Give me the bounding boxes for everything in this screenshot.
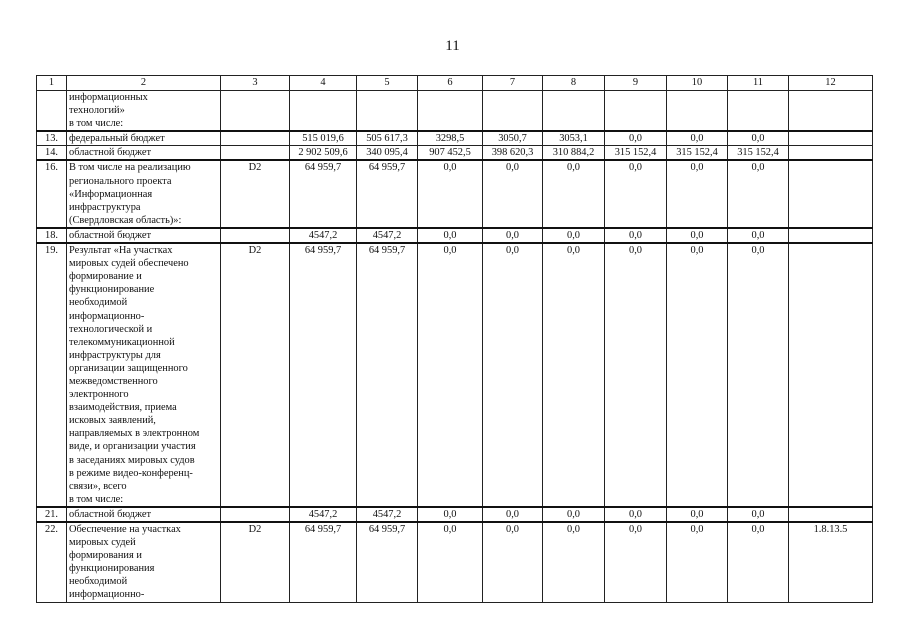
value-col-5 [357,91,418,132]
value-col-4: 64 959,7 [290,522,357,602]
table-row [37,507,873,522]
column-header: 7 [483,76,543,91]
value-col-10 [667,91,728,132]
row-code [221,131,290,146]
column-header: 4 [290,76,357,91]
table-row [37,146,873,161]
table-row [37,91,873,132]
row-description: областной бюджет [67,507,221,522]
value-col-12 [789,160,873,227]
table-row [37,160,873,227]
value-col-6: 907 452,5 [418,146,483,161]
value-col-7: 0,0 [483,228,543,243]
value-col-7: 0,0 [483,522,543,602]
value-col-8: 0,0 [543,522,605,602]
value-col-10: 0,0 [667,131,728,146]
table-row [37,228,873,243]
value-col-8 [543,91,605,132]
value-col-9: 0,0 [605,522,667,602]
value-col-12: 1.8.13.5 [789,522,873,602]
row-number: 13. [37,131,67,146]
value-col-6: 0,0 [418,243,483,507]
value-col-8: 0,0 [543,507,605,522]
row-description: В том числе на реализацию регионального проекта «Информационная инфраструктура (Свердловская область)»: [67,160,221,227]
value-col-6: 0,0 [418,507,483,522]
value-col-5: 4547,2 [357,228,418,243]
value-col-11: 0,0 [728,228,789,243]
value-col-11: 0,0 [728,243,789,507]
value-col-7: 0,0 [483,243,543,507]
column-header: 2 [67,76,221,91]
value-col-6: 0,0 [418,228,483,243]
value-col-10: 0,0 [667,522,728,602]
table-row [37,131,873,146]
row-code: D2 [221,160,290,227]
value-col-6: 0,0 [418,522,483,602]
value-col-8: 0,0 [543,243,605,507]
value-col-7 [483,91,543,132]
table-row [37,243,873,507]
table-header-row [37,76,873,91]
value-col-11: 0,0 [728,507,789,522]
value-col-8: 0,0 [543,228,605,243]
value-col-9: 0,0 [605,131,667,146]
column-header: 8 [543,76,605,91]
value-col-4: 64 959,7 [290,243,357,507]
page-number: 11 [445,38,460,54]
value-col-4: 515 019,6 [290,131,357,146]
value-col-6: 0,0 [418,160,483,227]
row-code [221,507,290,522]
value-col-11 [728,91,789,132]
value-col-12 [789,131,873,146]
value-col-8: 310 884,2 [543,146,605,161]
row-number: 18. [37,228,67,243]
row-description: Результат «На участках мировых судей обеспечено формирование и функционирование необходимой информационно- технологической и телекоммуникационной инфраструктуры для организации защищенного межведомственного электронного взаимодействия, приема исковых заявлений, направляемых в электронном виде, и организации участия в заседаниях мировых судов в режиме видео-конференц- связи», всего в том числе: [67,243,221,507]
value-col-5: 64 959,7 [357,243,418,507]
value-col-6 [418,91,483,132]
value-col-5: 505 617,3 [357,131,418,146]
value-col-4: 4547,2 [290,507,357,522]
value-col-12 [789,243,873,507]
row-description: Обеспечение на участках мировых судей формирования и функционирования необходимой информационно- [67,522,221,602]
value-col-4 [290,91,357,132]
value-col-9: 0,0 [605,243,667,507]
value-col-12 [789,146,873,161]
value-col-5: 4547,2 [357,507,418,522]
budget-table [36,75,873,603]
row-number: 22. [37,522,67,602]
value-col-11: 0,0 [728,131,789,146]
column-header: 11 [728,76,789,91]
value-col-6: 3298,5 [418,131,483,146]
column-header: 9 [605,76,667,91]
value-col-4: 2 902 509,6 [290,146,357,161]
value-col-4: 64 959,7 [290,160,357,227]
row-code [221,228,290,243]
value-col-12 [789,228,873,243]
column-header: 3 [221,76,290,91]
value-col-9: 0,0 [605,228,667,243]
value-col-10: 0,0 [667,228,728,243]
value-col-9: 315 152,4 [605,146,667,161]
value-col-4: 4547,2 [290,228,357,243]
value-col-12 [789,507,873,522]
value-col-5: 340 095,4 [357,146,418,161]
value-col-8: 0,0 [543,160,605,227]
column-header: 10 [667,76,728,91]
value-col-9 [605,91,667,132]
value-col-5: 64 959,7 [357,160,418,227]
value-col-7: 0,0 [483,160,543,227]
value-col-11: 0,0 [728,522,789,602]
value-col-9: 0,0 [605,160,667,227]
value-col-7: 3050,7 [483,131,543,146]
value-col-12 [789,91,873,132]
column-header: 6 [418,76,483,91]
row-code [221,91,290,132]
value-col-10: 0,0 [667,160,728,227]
row-description: областной бюджет [67,228,221,243]
table-row [37,522,873,602]
value-col-5: 64 959,7 [357,522,418,602]
row-code: D2 [221,243,290,507]
value-col-11: 0,0 [728,160,789,227]
value-col-10: 315 152,4 [667,146,728,161]
value-col-7: 398 620,3 [483,146,543,161]
row-number [37,91,67,132]
row-number: 14. [37,146,67,161]
value-col-9: 0,0 [605,507,667,522]
value-col-10: 0,0 [667,507,728,522]
row-code: D2 [221,522,290,602]
column-header: 1 [37,76,67,91]
row-number: 16. [37,160,67,227]
row-number: 21. [37,507,67,522]
value-col-10: 0,0 [667,243,728,507]
value-col-8: 3053,1 [543,131,605,146]
row-description: федеральный бюджет [67,131,221,146]
row-description: областной бюджет [67,146,221,161]
row-number: 19. [37,243,67,507]
value-col-11: 315 152,4 [728,146,789,161]
column-header: 12 [789,76,873,91]
row-description: информационных технологий» в том числе: [67,91,221,132]
row-code [221,146,290,161]
column-header: 5 [357,76,418,91]
value-col-7: 0,0 [483,507,543,522]
